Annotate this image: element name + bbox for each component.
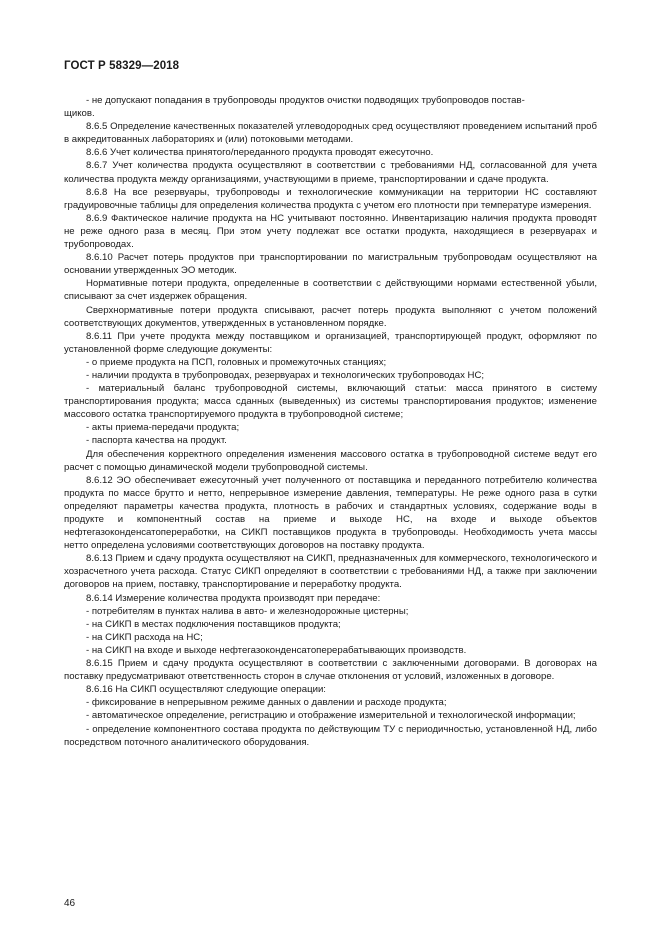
list-item: - определение компонентного состава продукта по действующим ТУ с периодичностью, установленной НД, либо посредством поточного аналитического оборудования.	[64, 723, 597, 748]
paragraph: Сверхнормативные потери продукта списывают, расчет потерь продукта выполняют с учетом положений соответствующих документов, утвержденных в установленном порядке.	[64, 304, 597, 329]
list-item: - материальный баланс трубопроводной системы, включающий статьи: масса принятого в систему транспортирования продукта; масса сданных (выведенных) из системы транспортирования продуктов; изменение массового остатка транспортируемого продукта в трубопроводной системе;	[64, 383, 597, 421]
paragraph: 8.6.7 Учет количества продукта осуществляют в соответствии с требованиями НД, согласованной для учета количества продукта между организациями, участвующими в приеме, транспортировании и сдаче продукта.	[64, 160, 597, 185]
list-item: - на СИКП расхода на НС;	[86, 631, 203, 643]
paragraph: 8.6.13 Прием и сдачу продукта осуществляют на СИКП, предназначенных для коммерческого, технологического и хозрасчетного учета расхода. Статус СИКП определяют в соответствии с требованиями НД, а также при заключении договоров на прием, поставку, транспортирование и переработку продукта.	[64, 553, 597, 591]
paragraph: - не допускают попадания в трубопроводы продуктов очистки подводящих трубопроводов постав-	[86, 95, 525, 106]
paragraph: 8.6.16 На СИКП осуществляют следующие операции:	[86, 684, 326, 696]
document-header: ГОСТ Р 58329—2018	[64, 60, 180, 72]
paragraph: 8.6.14 Измерение количества продукта производят при передаче:	[86, 592, 381, 604]
document-body	[64, 94, 597, 749]
paragraph: 8.6.15 Прием и сдачу продукта осуществляют в соответствии с заключенными договорами. В договорах на поставку предусматривают ответственность сторон в случае отклонения от условий, изложенных в договоре.	[64, 658, 597, 683]
page-number: 46	[64, 898, 76, 909]
list-item: - наличии продукта в трубопроводах, резервуарах и технологических трубопроводах НС;	[86, 369, 485, 381]
paragraph: 8.6.10 Расчет потерь продуктов при транспортировании по магистральным трубопроводам осуществляют на основании утвержденных ЭО методик.	[64, 252, 597, 277]
paragraph: 8.6.9 Фактическое наличие продукта на НС учитывают постоянно. Инвентаризацию наличия продукта проводят не реже одного раза в месяц. При этом учету подлежат все остатки продукта, находящиеся в резервуарах и трубопроводах.	[64, 212, 597, 251]
list-item: - на СИКП на входе и выходе нефтегазоконденсатоперерабатывающих производств.	[86, 644, 467, 656]
paragraph: Нормативные потери продукта, определенные в соответствии с действующими нормами естественной убыли, списывают за счет издержек обращения.	[64, 278, 597, 303]
list-item: - автоматическое определение, регистрацию и отображение измерительной и технологической информации;	[86, 710, 576, 722]
list-item: - о приеме продукта на ПСП, головных и промежуточных станциях;	[86, 356, 387, 368]
list-item: - паспорта качества на продукт.	[86, 435, 227, 447]
list-item: - фиксирование в непрерывном режиме данных о давлении и расходе продукта;	[86, 697, 447, 709]
paragraph: Для обеспечения корректного определения изменения массового остатка в трубопроводной системе ведут его расчет с помощью динамической модели трубопроводной системы.	[64, 448, 597, 473]
list-item: - на СИКП в местах подключения поставщиков продукта;	[86, 618, 341, 630]
paragraph: 8.6.12 ЭО обеспечивает ежесуточный учет полученного от поставщика и переданного потребителю количества продукта по массе брутто и нетто, непрерывное измерение давления, температуры. Не реже одного раза в сутки определяют параметры качества продукта, плотность в рабочих и стандартных условиях, содержание воды в продукте и компонентный состав на приеме и выходе НС, на входе и выходе объектов нефтегазоконденсатопереработки, на СИКП поставщиков продукта в трубопроводы. Необходимость учета массы нетто определена условиями соответствующих договоров на поставку продукта.	[64, 474, 597, 552]
paragraph: щиков.	[64, 108, 95, 120]
list-item: - потребителям в пунктах налива в авто- и железнодорожные цистерны;	[86, 605, 409, 617]
list-item: - акты приема-передачи продукта;	[86, 422, 240, 434]
paragraph: 8.6.8 На все резервуары, трубопроводы и технологические коммуникации на территории НС составляют градуировочные таблицы для определения количества продукта с учетом его плотности при температуре измерения.	[64, 186, 597, 211]
paragraph: 8.6.6 Учет количества принятого/переданного продукта проводят ежесуточно.	[86, 147, 434, 159]
paragraph: 8.6.5 Определение качественных показателей углеводородных сред осуществляют проведением испытаний проб в аккредитованных лабораториях и (или) потоковыми методами.	[64, 121, 597, 146]
paragraph: 8.6.11 При учете продукта между поставщиком и организацией, транспортирующей продукт, оформляют по установленной форме следующие документы:	[64, 330, 597, 355]
